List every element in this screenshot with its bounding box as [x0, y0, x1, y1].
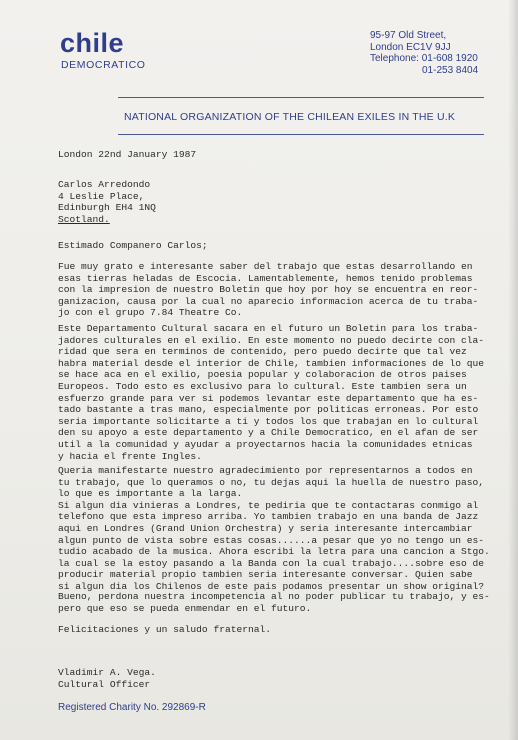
- logo-name: chile: [60, 28, 125, 58]
- recipient-block: [58, 179, 156, 225]
- logo-subtitle: DEMOCRATICO: [61, 59, 146, 71]
- paragraph-2: Este Departamento Cultural sacara en el futuro un Boletin para los traba- jadores culturales en el exilio. En este momento no puedo decirte con cla- ridad que sera en terminos de contenido, pero puedo decirte que tal vez habra material desde el interior de Chile, tambien informaciones de lo que se hace aca en el exilio, poesia popular y colaboracion de otros paises Europeos. Todo esto es exclusivo para lo cultural. Este tambien sera un esfuerzo grande para ver si podemos levantar este departamento que ha es- tado bastante a tras mano, especialmente por politicas erroneas. Por esto seria importante solicitarte a ti y todos los que trabajan en lo cultural den su apoyo a este departamento y a Chile Democratico, en el afan de ser util a la comunidad y ayudar a proyectarnos hacia la comunidades etnicas y hacia el frente Ingles.: [58, 323, 485, 462]
- address-line: London EC1V 9JJ: [370, 41, 451, 53]
- address-line: 01-253 8404: [422, 64, 479, 76]
- address-line: 95-97 Old Street,: [370, 30, 447, 41]
- recipient-line: Carlos Arredondo: [58, 179, 151, 190]
- top-rule: [118, 97, 484, 98]
- page-edge-shadow: [508, 0, 518, 740]
- closing: Felicitaciones y un saludo fraternal.: [58, 624, 272, 635]
- address-line: Telephone: 01-608 1920: [370, 53, 478, 64]
- recipient-line: 4 Leslie Place,: [58, 190, 145, 202]
- paragraph-4: Bueno, perdona nuestra incompetencia al no poder publicar tu trabajo, y es- pero que eso se pueda enmendar en el futuro.: [58, 591, 490, 614]
- organization-title: NATIONAL ORGANIZATION OF THE CHILEAN EXILES IN THE U.K: [124, 111, 456, 123]
- charity-number: Registered Charity No. 292869-R: [58, 702, 206, 713]
- paragraph-3: Queria manifestarte nuestro agradecimiento por representarnos a todos en tu trabajo, que lo queramos o no, tu dejas aqui la huella de nuestro paso, lo que es importante a la larga. Si algun dia vinieras a Londres, te pediria que te contactaras conmigo al telefono que esta impreso arriba. Yo tambien trabajo en una banda de Jazz aqui en Londres (Grand Union Orchestra) y seria interesante intercambiar algun punto de vista sobre estas cosas......a pesar que yo no tengo un es- tudio acabado de la musica. Ahora escribi la letra para una cancion a Stgo. la cual se la estoy pasando a la Banda con la cual trabajo....sobre eso de producir material propio tambien seria interesante conversar. Quien sabe si algun dia los Chilenos de este pais podamos presentar un show original?: [58, 465, 490, 592]
- recipient-line: Edinburgh EH4 1NQ: [58, 202, 156, 214]
- letterhead-address: [370, 30, 478, 76]
- recipient-line: Scotland.: [58, 213, 110, 225]
- salutation: Estimado Companero Carlos;: [58, 240, 208, 251]
- bottom-rule: [118, 134, 484, 135]
- letter-date: London 22nd January 1987: [58, 149, 197, 160]
- signature-title: Cultural Officer: [58, 679, 151, 690]
- signature-name: Vladimir A. Vega.: [58, 667, 156, 678]
- paragraph-1: Fue muy grato e interesante saber del trabajo que estas desarrollando en esas tierras heladas de Escocia. Lamentablemente, hemos tenido problemas con la impresion de nuestro Boletin que hoy por hoy se encuentra en reor- ganizacion, causa por la cual no aparecio informacion acerca de tu traba- jo con el grupo 7.84 Theatre Co.: [58, 261, 479, 319]
